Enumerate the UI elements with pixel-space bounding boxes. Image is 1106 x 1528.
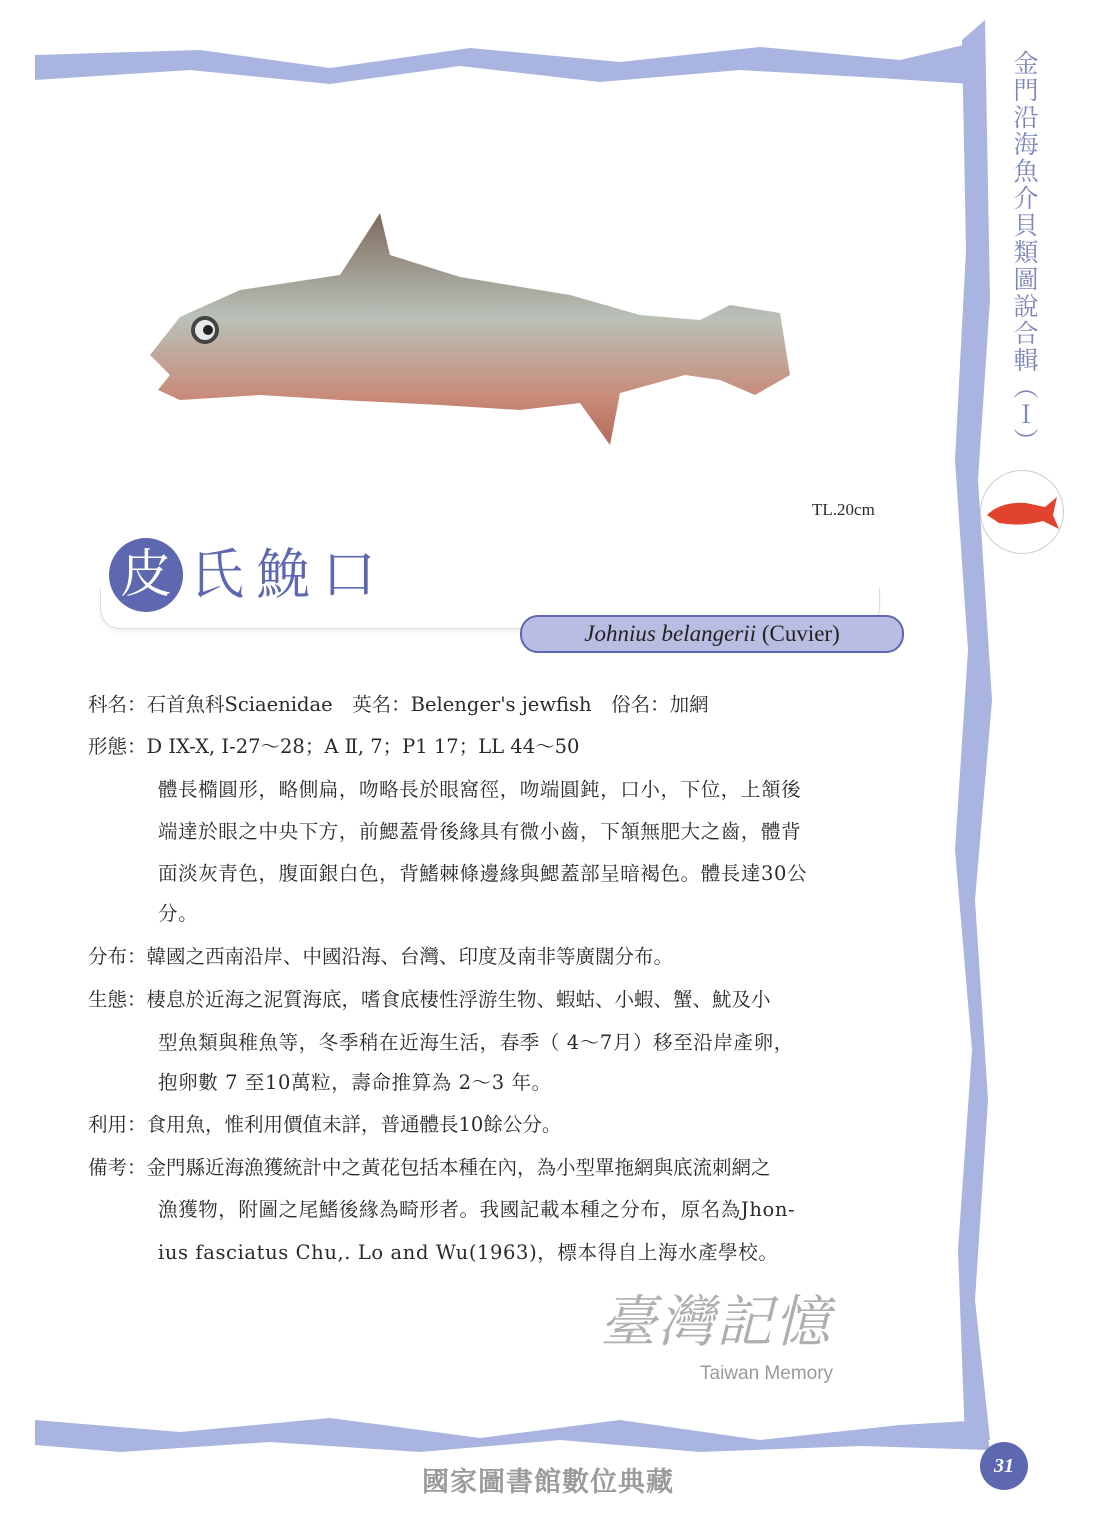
species-chinese-name: 氏鮸口 xyxy=(190,543,388,606)
side-title-char: 輯 xyxy=(1013,346,1039,375)
title-first-char: 皮 xyxy=(109,538,183,612)
fish-photo xyxy=(140,205,800,475)
side-title-char: 介 xyxy=(1013,184,1039,213)
entry-text: 棲息於近海之泥質海底，嗜食底棲性浮游生物、蝦蛄、小蝦、蟹、魷及小 xyxy=(146,988,771,1011)
entry-family xyxy=(88,692,709,718)
entry-text: 石首魚科Sciaenidae 英名：Belenger's jewfish 俗名：加網 xyxy=(146,693,709,716)
entry-remarks xyxy=(88,1155,771,1181)
entry-text: 韓國之西南沿岸、中國沿海、台灣、印度及南非等廣闊分布。 xyxy=(146,945,674,968)
entry-label: 科名： xyxy=(88,693,147,716)
footer-library-text: 國家圖書館數位典藏 xyxy=(422,1467,674,1498)
side-title-char: Ｉ xyxy=(1013,400,1039,429)
photo-caption: TL.20cm xyxy=(812,500,875,519)
entry-text: 金門縣近海漁獲統計中之黃花包括本種在內，為小型單拖網與底流刺網之 xyxy=(146,1156,771,1179)
side-title-char: 說 xyxy=(1013,292,1039,321)
scientific-name-pill xyxy=(520,615,904,653)
page-number: 31 xyxy=(980,1442,1028,1490)
watermark-chinese: 臺灣記憶 xyxy=(600,1290,832,1355)
side-title-char: 門 xyxy=(1013,76,1039,105)
entry-text: 體長橢圓形，略側扁，吻略長於眼窩徑，吻端圓鈍，口小，下位，上頷後 xyxy=(158,778,802,801)
side-title-char: 金 xyxy=(1013,49,1039,78)
entry-text: D IX-X, I-27～28；A Ⅱ, 7；P1 17；LL 44～50 xyxy=(146,735,580,758)
entry-text: 食用魚，惟利用價值未詳，普通體長10餘公分。 xyxy=(146,1113,562,1136)
fish-thumbnail xyxy=(980,470,1064,554)
entry-label: 分布： xyxy=(88,945,147,968)
entry-label: 備考： xyxy=(88,1156,147,1179)
entry-text: 分。 xyxy=(158,902,199,925)
side-title-char: 魚 xyxy=(1013,157,1039,186)
entry-text: 面淡灰青色，腹面銀白色，背鰭棘條邊緣與鰓蓋部呈暗褐色。體長達30公 xyxy=(158,862,808,885)
entry-distribution xyxy=(88,944,673,970)
book-title-vertical xyxy=(1008,50,1044,455)
side-title-char: 類 xyxy=(1013,238,1039,267)
side-title-char: 貝 xyxy=(1013,211,1039,240)
side-title-char: 圖 xyxy=(1013,265,1039,294)
entry-text: 漁獲物，附圖之尾鰭後緣為畸形者。我國記載本種之分布，原名為Jhon- xyxy=(158,1198,796,1221)
entry-text: 型魚類與稚魚等，冬季稍在近海生活，春季（ 4～7月）移至沿岸產卵， xyxy=(158,1031,794,1054)
watermark-english: Taiwan Memory xyxy=(700,1363,834,1384)
entry-label: 利用： xyxy=(88,1113,147,1136)
entry-text: ius fasciatus Chu,. Lo and Wu(1963)，標本得自上海水產學校。 xyxy=(158,1241,779,1264)
entry-text: 端達於眼之中央下方，前鰓蓋骨後緣具有微小齒，下頷無肥大之齒，體背 xyxy=(158,820,802,843)
entry-label: 生態： xyxy=(88,988,147,1011)
entry-morphology xyxy=(88,734,579,760)
genus-species: Johnius belangerii xyxy=(584,621,757,646)
side-title-char: ︶ xyxy=(1013,427,1039,456)
red-fish-icon xyxy=(981,471,1063,553)
side-title-char: 海 xyxy=(1013,130,1039,159)
entry-ecology xyxy=(88,987,771,1013)
entry-text: 抱卵數 7 至10萬粒，壽命推算為 2～3 年。 xyxy=(158,1071,552,1094)
side-title-char: 沿 xyxy=(1013,103,1039,132)
entry-label: 形態： xyxy=(88,735,147,758)
entry-usage xyxy=(88,1112,561,1138)
side-title-char: 合 xyxy=(1013,319,1039,348)
side-title-char: ︵ xyxy=(1013,373,1039,402)
author: (Cuvier) xyxy=(761,621,840,646)
